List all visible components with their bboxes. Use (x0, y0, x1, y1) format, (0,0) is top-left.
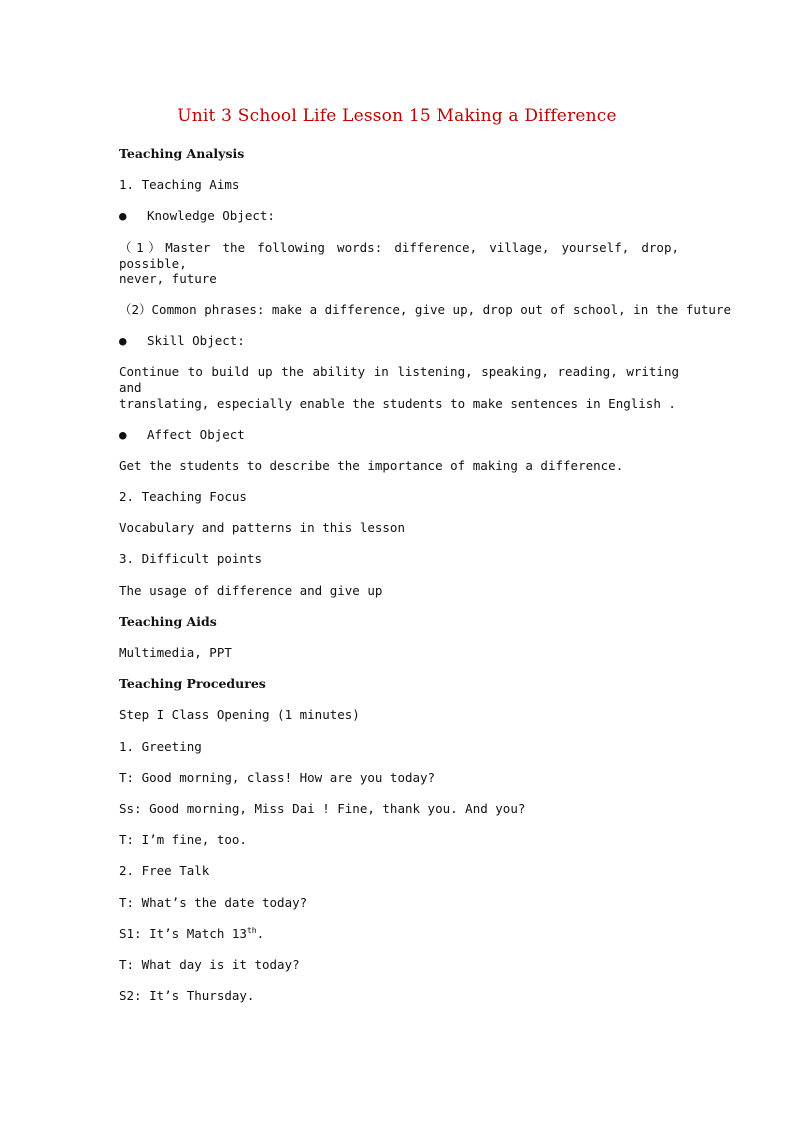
line-text: T: What day is it today? (119, 956, 300, 972)
line-text: 3. Difficult points (119, 551, 262, 567)
text-line (119, 177, 679, 208)
line-text: Teaching Procedures (119, 676, 266, 692)
text-line (119, 614, 679, 645)
line-text: Ss: Good morning, Miss Dai ! Fine, thank you. And you? (119, 800, 526, 816)
text-line (119, 645, 679, 676)
line-text: T: I’m fine, too. (119, 832, 247, 848)
line-text: Vocabulary and patterns in this lesson (119, 520, 405, 536)
text-line (119, 739, 679, 770)
line-text: Multimedia, PPT (119, 645, 232, 660)
line-text: Teaching Aids (119, 613, 217, 629)
document-title: Unit 3 School Life Lesson 15 Making a Difference (177, 106, 617, 126)
line-text: 2. Teaching Focus (119, 489, 247, 505)
text-line (119, 427, 679, 458)
line-text: translating, especially enable the students to make sentences in English . (119, 395, 676, 411)
text-line (119, 832, 679, 863)
text-line (119, 583, 679, 614)
text-line (119, 489, 679, 520)
line-text: S2: It’s Thursday. (119, 988, 255, 1004)
text-line (119, 770, 679, 801)
text-line (119, 396, 679, 427)
line-text: （2）Common phrases: make a difference, give up, drop out of school, in the future (119, 301, 731, 317)
line-text: S1: It’s Match 13 (119, 925, 247, 941)
superscript: th (246, 925, 257, 935)
line-text: T: Good morning, class! How are you today? (119, 769, 436, 785)
text-line (119, 988, 679, 1019)
text-line (119, 707, 679, 738)
text-line (119, 863, 679, 894)
text-line (119, 551, 679, 582)
text-line (119, 271, 679, 302)
line-text: Step I Class Opening (1 minutes) (119, 707, 360, 723)
text-line (119, 333, 679, 364)
bullet-icon: ● (119, 208, 127, 224)
line-text: T: What’s the date today? (119, 894, 308, 910)
line-text: 2. Free Talk (119, 863, 210, 879)
line-text: The usage of difference and give up (119, 582, 383, 598)
text-line (119, 301, 731, 333)
text-line (119, 208, 679, 239)
text-line (119, 895, 679, 926)
line-tail: . (256, 925, 265, 941)
text-line (119, 957, 679, 988)
text-line (119, 458, 679, 489)
text-line (119, 146, 679, 177)
line-text: Knowledge Object: (147, 208, 275, 224)
bullet-icon: ● (119, 426, 127, 442)
text-line (119, 364, 679, 395)
line-text: Continue to build up the ability in listening, speaking, reading, writing and (119, 364, 679, 396)
line-text: Get the students to describe the importance of making a difference. (119, 457, 624, 473)
text-line (119, 676, 679, 707)
text-line (119, 926, 679, 957)
line-text: 1. Teaching Aims (119, 177, 240, 193)
line-text: Skill Object: (147, 333, 245, 349)
line-text: never, future (119, 270, 217, 286)
bullet-icon: ● (119, 333, 127, 349)
line-text: Teaching Analysis (119, 146, 245, 161)
line-text: 1. Greeting (119, 738, 202, 754)
line-text: （1）Master the following words: difference, village, yourself, drop, possible, (119, 239, 679, 271)
text-line (119, 801, 679, 832)
line-text: Affect Object (147, 426, 245, 442)
text-line (119, 240, 679, 271)
text-line (119, 520, 679, 551)
document-body (119, 146, 731, 1019)
